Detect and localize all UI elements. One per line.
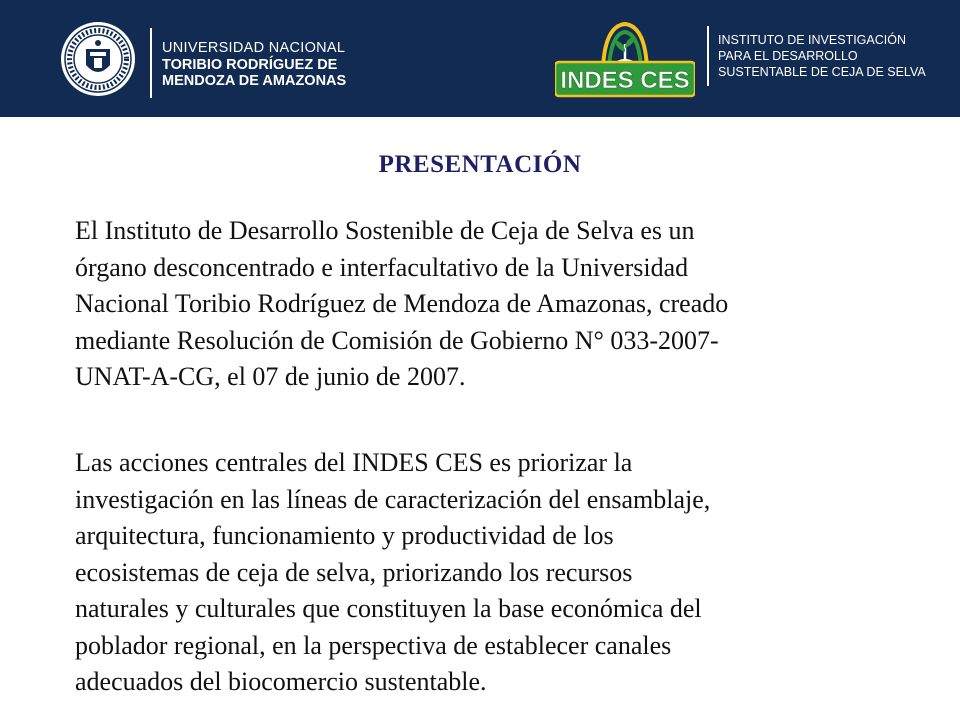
university-name <box>162 40 346 90</box>
paragraph-actions <box>75 445 875 701</box>
indes-ces-logo-icon <box>555 18 695 100</box>
institute-name-line1: INSTITUTO DE INVESTIGACIÓN <box>718 33 906 47</box>
paragraph-line: ecosistemas de ceja de selva, priorizando los recursos <box>75 557 633 587</box>
paragraph-line: poblador regional, en la perspectiva de establecer canales <box>75 630 672 660</box>
paragraph-line: UNAT-A-CG, el 07 de junio de 2007. <box>75 362 466 391</box>
paragraph-line: Nacional Toribio Rodríguez de Mendoza de Amazonas, creado <box>75 289 729 318</box>
university-divider <box>150 28 152 98</box>
institute-divider <box>707 26 709 86</box>
paragraph-line: El Instituto de Desarrollo Sostenible de Ceja de Selva es un <box>75 216 695 245</box>
university-seal-icon <box>60 21 136 97</box>
paragraph-line: investigación en las líneas de caracterización del ensamblaje, <box>75 484 711 514</box>
paragraph-line: arquitectura, funcionamiento y productividad de los <box>75 521 614 550</box>
paragraph-line: naturales y culturales que constituyen la base económica del <box>75 594 702 623</box>
paragraph-line: Las acciones centrales del INDES CES es priorizar la <box>75 448 633 477</box>
institute-name-line3: SUSTENTABLE DE CEJA DE SELVA <box>718 65 926 79</box>
paragraph-line: adecuados del biocomercio sustentable. <box>75 667 487 696</box>
university-name-line3: MENDOZA DE AMAZONAS <box>162 73 347 89</box>
institute-name <box>718 32 926 80</box>
paragraph-line: órgano desconcentrado e interfacultativo de la Universidad <box>75 252 689 282</box>
paragraph-introduction <box>75 213 875 396</box>
paragraph-line: mediante Resolución de Comisión de Gobierno N° 033-2007- <box>75 325 719 355</box>
university-name-line1: UNIVERSIDAD NACIONAL <box>162 40 346 56</box>
header-banner <box>0 0 960 117</box>
university-name-line2: TORIBIO RODRÍGUEZ DE <box>162 56 338 73</box>
institute-name-line2: PARA EL DESARROLLO <box>718 49 858 63</box>
indes-logo-text: INDES CES <box>560 67 690 94</box>
page-title: PRESENTACIÓN <box>378 151 582 178</box>
